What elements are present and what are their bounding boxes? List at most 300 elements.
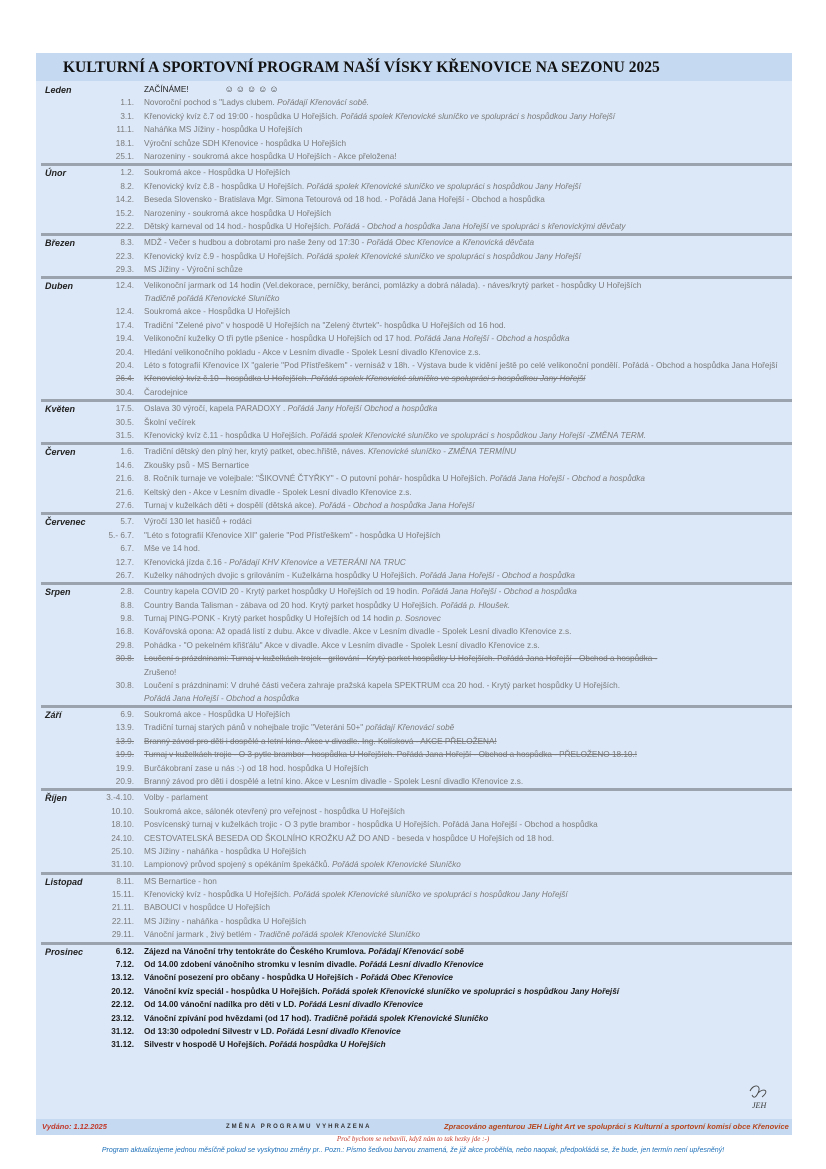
month-name: Květen — [45, 404, 76, 415]
event-row — [41, 416, 792, 429]
event-row — [41, 1025, 792, 1038]
event-date: 19.4. — [115, 334, 134, 344]
month-name: Duben — [45, 281, 73, 292]
event-date: 20.4. — [115, 361, 134, 371]
event-description — [144, 123, 789, 136]
event-description — [144, 958, 789, 971]
event-text: 8. Ročník turnaje ve volejbale: "ŠIKOVNÉ ČTYŘKY" - O putovní pohár- hospůdka U Hořejších. — [144, 474, 490, 484]
event-date: 14.6. — [115, 460, 134, 470]
event-organizer: Tradičně pořádá spolek Křenovické Sluníčko — [313, 1013, 489, 1023]
event-row — [41, 735, 792, 748]
event-text: Mše ve 14 hod. — [144, 544, 200, 554]
event-text: MS Jížiny - naháňka - hospůdka U Hořejších — [144, 846, 307, 856]
agency-credit: Zpracováno agenturou JEH Light Art ve spolupráci s Kulturní a sportovní komisí obce Křenovice — [444, 1122, 789, 1131]
event-description — [144, 1025, 789, 1038]
event-description — [144, 901, 789, 914]
event-row — [41, 96, 792, 109]
event-row — [41, 319, 792, 332]
event-date: 10.10. — [111, 806, 134, 816]
month-name: Březen — [45, 238, 76, 249]
event-description — [144, 748, 789, 761]
event-date: 8.11. — [116, 876, 134, 886]
event-description — [144, 875, 789, 888]
event-date: 20.9. — [115, 776, 134, 786]
event-row — [41, 721, 792, 734]
issued-date: Vydáno: 1.12.2025 — [42, 1122, 107, 1131]
event-date: 1.1. — [120, 98, 134, 108]
event-row — [41, 1012, 792, 1025]
event-row — [41, 612, 792, 625]
event-description — [144, 305, 789, 318]
event-text: Zkoušky psů - MS Bernartice — [144, 460, 250, 470]
event-text: Křenovický kvíz č.7 od 19:00 - hospůdka U Hořejších. — [144, 111, 341, 121]
start-label-wrap — [144, 83, 789, 96]
event-date: 19.9. — [115, 763, 134, 773]
event-organizer: Pořádají Křenovácí sobě — [368, 946, 464, 956]
event-date: 30.4. — [115, 387, 134, 397]
event-description — [144, 359, 789, 372]
event-text: Soukromá akce - Hospůdka U Hořejších — [144, 168, 291, 178]
event-text: Velikonoční jarmark od 14 hodin (Vel.dekorace, perníčky, beránci, pomlázky a dobrá nálada). - náves/krytý parket - hospůdky U Hořejších — [144, 281, 642, 291]
event-row — [41, 888, 792, 901]
event-text: Country Banda Talisman - zábava od 20 hod. Krytý parket hospůdky U Hořejších. — [144, 600, 441, 610]
event-text: Branný závod pro děti i dospělé a letní kino. Akce v divadle. Ing. Kolísková - AKCE PŘELOŽENA! — [144, 736, 497, 746]
event-text: Novoroční pochod s "Ladys clubem. — [144, 98, 278, 108]
event-row — [41, 875, 792, 888]
event-description — [144, 279, 789, 305]
program-table — [41, 83, 792, 1052]
event-date: 23.12. — [111, 1013, 134, 1023]
event-text: Narozeniny - soukromá akce hospůdka U Hořejších — [144, 208, 332, 218]
event-row — [41, 515, 792, 528]
event-description — [144, 137, 789, 150]
event-organizer: Pořádají Křenovácí sobě. — [277, 98, 370, 108]
event-row — [41, 150, 792, 163]
signature-logo-icon — [744, 1081, 772, 1111]
event-description — [144, 888, 789, 901]
event-row — [41, 639, 792, 652]
footer-note: Program aktualizujeme jednou měsíčně pokud se vyskytnou změny pr.. Pozn.: Písmo šedivou barvou znamená, že již akce proběhla, nebo naopak, předpokládá se, že bude, jen termín není upřesněný! — [101, 1147, 725, 1154]
event-description — [144, 372, 789, 385]
event-row — [41, 346, 792, 359]
event-date: 12.7. — [115, 557, 134, 567]
event-description — [144, 319, 789, 332]
event-row — [41, 845, 792, 858]
event-date: 31.12. — [111, 1040, 134, 1050]
event-row — [41, 542, 792, 555]
event-row — [41, 762, 792, 775]
event-organizer: pořádají Křenovácí sobě — [365, 723, 455, 733]
event-date: 6.9. — [120, 710, 134, 720]
event-description — [144, 805, 789, 818]
event-text: Zájezd na Vánoční trhy tentokráte do Českého Krumlova. — [144, 946, 369, 956]
event-row — [41, 486, 792, 499]
month-name: Červen — [45, 447, 76, 458]
event-date: 11.1. — [116, 125, 134, 135]
program-sheet — [36, 53, 792, 1135]
event-date: 27.6. — [115, 500, 134, 510]
event-row — [41, 971, 792, 984]
event-row — [41, 166, 792, 179]
event-row — [41, 386, 792, 399]
event-text: Od 14.00 zdobení vánočního stromku v lesním divadle. — [144, 960, 360, 970]
event-organizer: Pořádá Lesní divadlo Křenovice — [359, 960, 484, 970]
event-text: Křenovický kvíz č.11 - hospůdka U Hořejších. — [144, 430, 311, 440]
event-text: Tradiční "Zelené pivo" v hospodě U Hořejších na "Zelený čtvrtek"- hospůdka U Hořejších od 16 hod. — [144, 320, 506, 330]
event-row — [41, 193, 792, 206]
event-description — [144, 845, 789, 858]
event-text: Soukromá akce, sálonék otevřený pro veřejnost - hospůdka U Hořejších — [144, 806, 405, 816]
month-name: Únor — [45, 168, 66, 179]
event-description — [144, 708, 789, 721]
month-name: Prosinec — [45, 946, 84, 957]
event-row — [41, 858, 792, 871]
start-row — [41, 83, 792, 96]
event-description — [144, 735, 789, 748]
event-date: 2.8. — [120, 587, 134, 597]
event-row — [41, 625, 792, 638]
month-section — [41, 442, 792, 512]
start-label: ZAČÍNÁME! — [144, 85, 189, 94]
event-row — [41, 207, 792, 220]
event-date: 22.2. — [115, 221, 134, 231]
month-section — [41, 872, 792, 942]
event-text: Křenovický kvíz č.8 - hospůdka U Hořejších. — [144, 181, 307, 191]
event-description — [144, 928, 789, 941]
event-text: Oslava 30 výročí, kapela PARADOXY . — [144, 404, 288, 414]
event-row — [41, 445, 792, 458]
event-organizer: Pořádá Lesní divadlo Křenovice — [298, 1000, 423, 1010]
month-section — [41, 705, 792, 788]
event-description — [144, 612, 789, 625]
event-row — [41, 110, 792, 123]
event-organizer: Pořádá spolek Křenovické sluníčko ve spolupráci s hospůdkou Jany Hořejší — [311, 374, 586, 384]
event-description — [144, 1012, 789, 1025]
event-date: 8.2. — [120, 181, 134, 191]
event-date: 15.2. — [115, 208, 134, 218]
event-organizer: Pořádá spolek Křenovické sluníčko ve spolupráci s hospůdkou Jany Hořejší — [306, 251, 581, 261]
event-organizer: p. Sosnovec — [395, 614, 441, 624]
event-description — [144, 915, 789, 928]
event-row — [41, 472, 792, 485]
event-organizer: Pořádá Jana Hořejší - Obchod a hospůdka — [419, 570, 575, 580]
event-text: Školní večírek — [144, 417, 196, 427]
event-row — [41, 775, 792, 788]
event-row — [41, 1038, 792, 1051]
month-section — [41, 233, 792, 276]
event-row — [41, 263, 792, 276]
event-description — [144, 250, 789, 263]
event-description — [144, 666, 789, 679]
event-organizer: Tradičně pořádá spolek Křenovické Sluníčko — [258, 930, 421, 940]
event-row — [41, 818, 792, 831]
event-date: 3.1. — [120, 111, 134, 121]
event-description — [144, 556, 789, 569]
event-organizer: Pořádá Jana Hořejší - Obchod a hospůdka — [489, 474, 645, 484]
event-description — [144, 858, 789, 871]
event-date: 8.3. — [120, 238, 134, 248]
event-description — [144, 499, 789, 512]
footer-motto: Proč bychom se nebavili, když nám to tak hezky jde :-) — [336, 1135, 490, 1143]
event-organizer: Pořádá Jana Hořejší - Obchod a hospůdka — [414, 334, 570, 344]
event-description — [144, 971, 789, 984]
event-description — [144, 679, 789, 705]
event-row — [41, 137, 792, 150]
event-row — [41, 805, 792, 818]
event-date: 1.6. — [120, 447, 134, 457]
event-row — [41, 791, 792, 804]
event-text: Kovářovská opona: Až opadá listí z dubu. Akce v divadle. Akce v Lesním divadle - Spolek Lesní divadlo Křenovice z.s. — [144, 627, 572, 637]
event-row — [41, 945, 792, 958]
page-title: KULTURNÍ A SPORTOVNÍ PROGRAM NAŠÍ VÍSKY KŘENOVICE NA SEZONU 2025 — [36, 53, 792, 81]
event-description — [144, 625, 789, 638]
month-name: Leden — [45, 85, 72, 95]
event-organizer: Tradičně pořádá Křenovické Sluníčko — [144, 294, 280, 304]
event-date: 22.11. — [111, 916, 134, 926]
event-organizer: Pořádá spolek Křenovické sluníčko ve spolupráci s hospůdkou Jany Hořejší — [340, 111, 616, 121]
event-text: MS Jížiny - naháňka - hospůdka U Hořejších — [144, 916, 307, 926]
month-section — [41, 942, 792, 1052]
event-description — [144, 472, 789, 485]
event-row — [41, 180, 792, 193]
event-text: Naháňka MS Jížiny - hospůdka U Hořejších — [144, 125, 303, 135]
event-row — [41, 928, 792, 941]
event-date: 26.7. — [115, 570, 134, 580]
event-text: "Léto s fotografií Křenovice XII" galerie "Pod Přístřeškem" - hospůdka U Hořejších — [144, 530, 441, 540]
event-date: 5.7. — [120, 517, 134, 527]
event-date: 12.4. — [115, 281, 134, 291]
event-description — [144, 832, 789, 845]
month-name: Srpen — [45, 587, 71, 598]
event-date: 29.3. — [115, 265, 134, 275]
footer-bar — [36, 1119, 792, 1135]
month-name: Září — [45, 710, 62, 721]
event-row — [41, 305, 792, 318]
event-description — [144, 166, 789, 179]
event-row — [41, 748, 792, 761]
event-row — [41, 901, 792, 914]
month-name: Listopad — [45, 876, 83, 887]
event-date: 24.10. — [111, 833, 134, 843]
event-text: Křenovický kvíz č.10 - hospůdka U Hořejších. — [144, 374, 312, 384]
event-text: Vánoční zpívání pod hvězdami (od 17 hod). — [144, 1013, 314, 1023]
event-text: Vánoční posezení pro občany - hospůdka U Hořejších - — [144, 973, 361, 983]
event-text: Loučení s prázdninami: V druhé části večera zahraje pražská kapela SPEKTRUM cca 20 hod. - Krytý parket hospůdky U Hořejších. — [144, 681, 621, 691]
event-description — [144, 652, 789, 665]
event-text: Výročí 130 let hasičů + rodáci — [144, 517, 252, 527]
event-date: 13.9. — [115, 736, 134, 746]
event-text: Turnaj PING-PONK - Krytý parket hospůdky U Hořejších od 14 hodin — [144, 614, 396, 624]
event-row — [41, 832, 792, 845]
event-row — [41, 556, 792, 569]
event-row — [41, 332, 792, 345]
event-date: 31.5. — [115, 430, 134, 440]
event-date: 25.10. — [111, 846, 134, 856]
smiley-icons: ☺☺☺☺☺ — [224, 84, 281, 94]
program-change-notice: ZMĚNA PROGRAMU VYHRAZENA — [226, 1124, 372, 1130]
event-date: 14.2. — [115, 195, 134, 205]
event-date: 26.4. — [115, 374, 134, 384]
event-date: 30.5. — [115, 417, 134, 427]
event-date: 17.5. — [115, 404, 134, 414]
event-text: Loučení s prázdninami: Turnaj v kuželkách trojek - grilování - Krytý parket hospůdky U Hořejších. Pořádá Jana Hořejší - Obchod a hospůdka - — [144, 654, 658, 664]
event-date: 13.12. — [111, 973, 134, 983]
event-description — [144, 791, 789, 804]
event-organizer: Pořádá - Obchod a hospůdka Jana Hořejší ve spolupráci s křenovickými děvčaty — [333, 221, 626, 231]
event-description — [144, 998, 789, 1011]
event-description — [144, 515, 789, 528]
event-text: MS Bernartice - hon — [144, 876, 217, 886]
event-text: Zrušeno! — [144, 667, 177, 677]
event-description — [144, 1038, 789, 1051]
event-date: 20.4. — [115, 347, 134, 357]
event-description — [144, 445, 789, 458]
event-description — [144, 402, 789, 415]
event-date: 16.8. — [115, 627, 134, 637]
month-section — [41, 276, 792, 399]
event-text: MDŽ - Večer s hudbou a dobrotami pro naše ženy od 17:30 - — [144, 238, 367, 248]
event-text: Vánoční jarmark , živý betlém - — [144, 930, 259, 940]
svg-text:JEH: JEH — [752, 1101, 767, 1110]
event-description — [144, 263, 789, 276]
event-text: Silvestr v hospodě U Hořejších. — [144, 1040, 270, 1050]
event-row — [41, 279, 792, 305]
event-text: Soukromá akce - Hospůdka U Hořejších — [144, 307, 291, 317]
event-description — [144, 762, 789, 775]
event-text: Od 14.00 vánoční nadílka pro děti v LD. — [144, 1000, 299, 1010]
event-description — [144, 529, 789, 542]
event-row — [41, 679, 792, 705]
event-row — [41, 429, 792, 442]
event-row — [41, 459, 792, 472]
event-date: 19.9. — [115, 750, 134, 760]
event-date: 18.10. — [111, 820, 134, 830]
event-text: Burčákobraní zase u nás :-) od 18 hod. hospůdka U Hořejších — [144, 763, 369, 773]
event-date: 13.9. — [115, 723, 134, 733]
event-date: 6.12. — [115, 946, 134, 956]
event-date: 12.4. — [115, 307, 134, 317]
event-organizer: Pořádá p. Hloušek. — [440, 600, 511, 610]
event-date: 21.6. — [115, 487, 134, 497]
event-description — [144, 721, 789, 734]
event-date: 6.7. — [120, 544, 134, 554]
event-date: 30.8. — [115, 681, 134, 691]
event-text: Od 13:30 odpolední Silvestr v LD. — [144, 1027, 277, 1036]
event-organizer: Pořádají KHV Křenovice a VETERÁNI NA TRUC — [229, 557, 406, 567]
event-description — [144, 96, 789, 109]
event-description — [144, 150, 789, 163]
event-text: Kuželky náhodných dvojic s grilováním - Kuželkárna hospůdky U Hořejších. — [144, 570, 420, 580]
event-row — [41, 585, 792, 598]
event-text: Tradiční turnaj starých pánů v nohejbale trojic "Veteráni 50+" — [144, 723, 366, 733]
event-row — [41, 220, 792, 233]
event-text: Pohádka - "O pekelném křišťálu" Akce v divadle. Akce v Lesním divadle - Spolek Lesní divadlo Křenovice z.s. — [144, 640, 540, 650]
event-date: 15.11. — [111, 890, 134, 900]
month-section — [41, 788, 792, 871]
event-description — [144, 180, 789, 193]
event-date: 9.8. — [120, 614, 134, 624]
event-organizer: Pořádá spolek Křenovické sluníčko ve spolupráci s hospůdkou Jany Hořejší — [306, 181, 581, 191]
event-organizer: Pořádá Jany Hořejší Obchod a hospůdka — [287, 404, 438, 414]
event-description — [144, 542, 789, 555]
month-section — [41, 512, 792, 582]
event-description — [144, 585, 789, 598]
event-row — [41, 666, 792, 679]
event-row — [41, 359, 792, 372]
event-description — [144, 332, 789, 345]
event-organizer: Křenovické sluníčko - ZMĚNA TERMÍNU — [368, 447, 517, 457]
event-description — [144, 386, 789, 399]
event-text: Branný závod pro děti i dospělé a letní kino. Akce v Lesním divadle - Spolek Lesní divadlo Křenovice z.s. — [144, 776, 524, 786]
event-row — [41, 372, 792, 385]
event-description — [144, 818, 789, 831]
event-text: CESTOVATELSKÁ BESEDA OD ŠKOLNÍHO KROŽKU AŽ DO AND - beseda v hospůdce U Hořejších od 18 hod. — [144, 833, 554, 843]
event-organizer: Pořádá Lesní divadlo Křenovice — [276, 1027, 401, 1036]
month-name: Říjen — [45, 793, 68, 804]
event-description — [144, 775, 789, 788]
event-organizer: Pořádá Obec Křenovice — [360, 973, 453, 983]
event-date: 25.1. — [115, 151, 134, 161]
event-description — [144, 599, 789, 612]
month-section — [41, 399, 792, 442]
event-date: 20.12. — [111, 986, 134, 996]
event-text: Posvícenský turnaj v kuželkách trojic - O 3 pytle brambor - hospůdka U Hořejších. Pořádá Jana Hořejší - Obchod a hospůdka — [144, 820, 598, 830]
event-text: Křenovická jízda č.16 - — [144, 557, 230, 567]
event-text: Soukromá akce - Hospůdka U Hořejších — [144, 710, 291, 720]
event-description — [144, 459, 789, 472]
event-row — [41, 958, 792, 971]
event-date: 8.8. — [120, 600, 134, 610]
event-date: 5.- 6.7. — [108, 530, 134, 540]
month-section — [41, 83, 792, 163]
event-text: Keltský den - Akce v Lesním divadle - Spolek Lesní divadlo Křenovice z.s. — [144, 487, 412, 497]
event-text: Velikonoční kuželky O tři pytle pšenice - hospůdka U Hořejších od 17 hod. — [144, 334, 415, 344]
event-date: 30.8. — [115, 654, 134, 664]
event-text: Lampionový průvod spojený s opékáním špekáčků. — [144, 860, 332, 870]
event-text: Tradiční dětský den plný her, krytý patket, obec.hřiště, náves. — [144, 447, 369, 457]
event-text: Čarodejnice — [144, 387, 188, 397]
event-date: 17.4. — [115, 320, 134, 330]
event-organizer: Pořádá spolek Křenovické sluníčko ve spolupráci s hospůdkou Jany Hořejší — [321, 986, 620, 996]
event-text: Turnaj v kuželkách trojic - O 3 pytle brambor - hospůdka U Hořejších. Pořádá Jana Hořejší - Obchod a hospůdka - PŘELOŽENO 18.10.! — [144, 750, 637, 760]
event-date: 22.12. — [111, 1000, 134, 1010]
event-date: 7.12. — [115, 960, 134, 970]
event-date: 29.11. — [111, 930, 134, 940]
month-section — [41, 163, 792, 233]
event-date: 31.12. — [111, 1027, 134, 1036]
event-description — [144, 236, 789, 249]
event-row — [41, 529, 792, 542]
event-text: Narozeniny - soukromá akce hospůdka U Hořejších - Akce přeložena! — [144, 151, 397, 161]
event-description — [144, 193, 789, 206]
event-date: 29.8. — [115, 640, 134, 650]
event-date: 1.2. — [120, 168, 134, 178]
event-text: Výroční schůze SDH Křenovice - hospůdka U Hořejších — [144, 138, 347, 148]
event-organizer: Pořádá Jana Hořejší - Obchod a hospůdka — [421, 587, 577, 597]
event-organizer: Pořádá Obec Křenovice a Křenovická děvčata — [366, 238, 535, 248]
event-organizer: Pořádá Jana Hořejší - Obchod a hospůdka — [144, 694, 300, 704]
event-row — [41, 499, 792, 512]
event-description — [144, 346, 789, 359]
event-row — [41, 402, 792, 415]
event-description — [144, 985, 789, 998]
event-row — [41, 652, 792, 665]
event-description — [144, 429, 789, 442]
event-organizer: Pořádá spolek Křenovické sluníčko ve spolupráci s hospůdkou Jany Hořejší -ZMĚNA TERM. — [310, 430, 646, 440]
event-text: Hledání velikonočního pokladu - Akce v Lesním divadle - Spolek Lesní divadlo Křenovice z.s. — [144, 347, 481, 357]
event-row — [41, 915, 792, 928]
event-date: 31.10. — [111, 860, 134, 870]
